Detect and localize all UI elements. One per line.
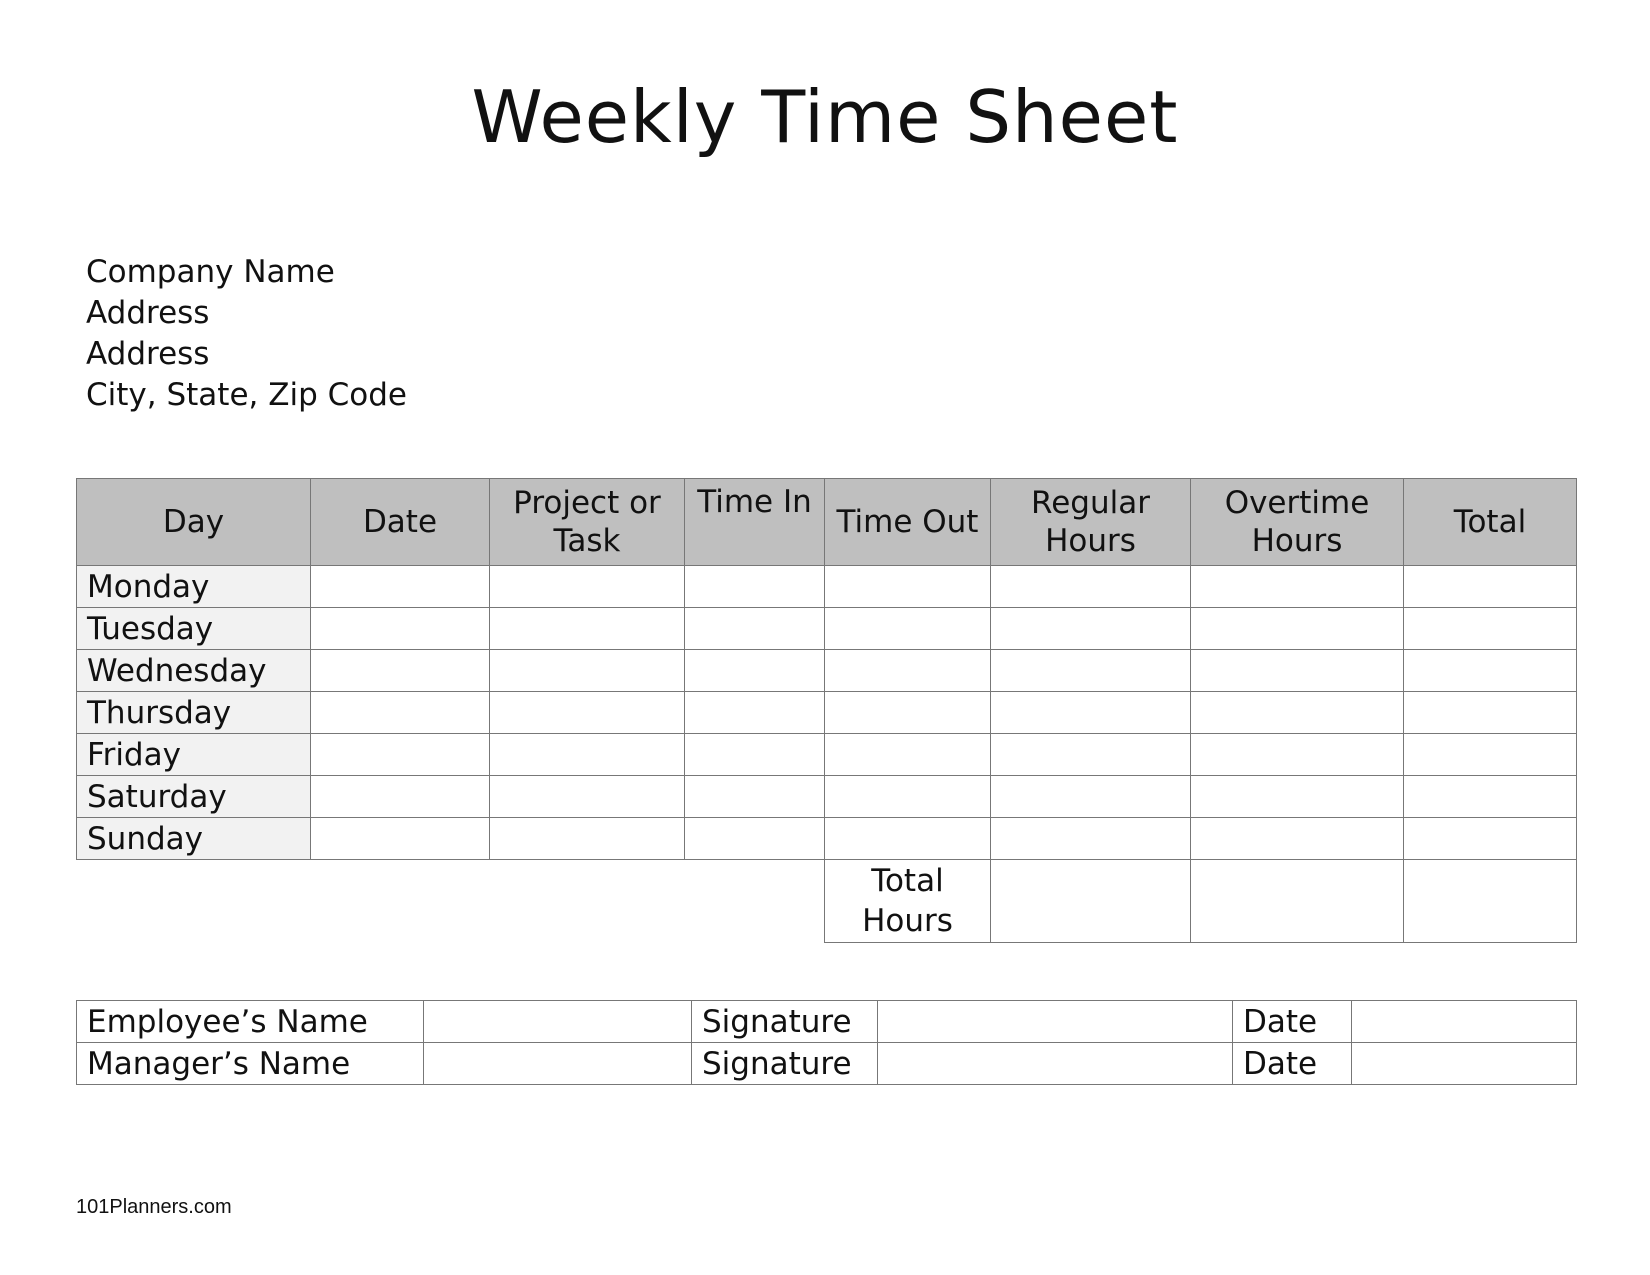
date-cell[interactable] [311, 776, 490, 818]
time-in-cell[interactable] [685, 566, 825, 608]
table-row [77, 566, 1577, 608]
regular-hours-cell[interactable] [991, 734, 1191, 776]
table-row [77, 818, 1577, 860]
header-day: Day [77, 479, 311, 566]
date-cell[interactable] [311, 818, 490, 860]
empty-space [77, 860, 825, 943]
total-cell[interactable] [1404, 566, 1577, 608]
time-out-cell[interactable] [825, 608, 991, 650]
employee-name-field[interactable] [424, 1001, 692, 1043]
time-in-cell[interactable] [685, 650, 825, 692]
time-out-cell[interactable] [825, 818, 991, 860]
header-date: Date [311, 479, 490, 566]
regular-hours-cell[interactable] [991, 608, 1191, 650]
total-cell[interactable] [1404, 776, 1577, 818]
header-time-in: Time In [685, 479, 825, 566]
header-project: Project or Task [490, 479, 685, 566]
day-label: Wednesday [77, 650, 311, 692]
time-out-cell[interactable] [825, 566, 991, 608]
header-total: Total [1404, 479, 1577, 566]
project-cell[interactable] [490, 818, 685, 860]
overtime-hours-cell[interactable] [1191, 566, 1404, 608]
time-in-cell[interactable] [685, 608, 825, 650]
project-cell[interactable] [490, 608, 685, 650]
overtime-hours-cell[interactable] [1191, 608, 1404, 650]
project-cell[interactable] [490, 692, 685, 734]
grand-total-cell[interactable] [1404, 860, 1577, 943]
timesheet-header-row [77, 479, 1577, 566]
time-in-cell[interactable] [685, 692, 825, 734]
page-title: Weekly Time Sheet [471, 75, 1179, 159]
manager-signature-field[interactable] [878, 1043, 1233, 1085]
employee-row [77, 1001, 1577, 1043]
total-hours-row [77, 860, 1577, 943]
footer-watermark: 101Planners.com [76, 1196, 232, 1218]
day-label: Monday [77, 566, 311, 608]
total-cell[interactable] [1404, 650, 1577, 692]
date-cell[interactable] [311, 734, 490, 776]
project-cell[interactable] [490, 734, 685, 776]
project-cell[interactable] [490, 566, 685, 608]
time-out-cell[interactable] [825, 650, 991, 692]
time-in-cell[interactable] [685, 734, 825, 776]
manager-row [77, 1043, 1577, 1085]
timesheet-table [76, 478, 1577, 943]
day-label: Sunday [77, 818, 311, 860]
table-row [77, 734, 1577, 776]
time-out-cell[interactable] [825, 692, 991, 734]
total-hours-label: Total Hours [825, 860, 991, 943]
manager-name-field[interactable] [424, 1043, 692, 1085]
regular-hours-cell[interactable] [991, 776, 1191, 818]
project-cell[interactable] [490, 776, 685, 818]
header-time-out: Time Out [825, 479, 991, 566]
total-regular-hours-cell[interactable] [991, 860, 1191, 943]
employee-signature-field[interactable] [878, 1001, 1233, 1043]
overtime-hours-cell[interactable] [1191, 734, 1404, 776]
day-label: Friday [77, 734, 311, 776]
overtime-hours-cell[interactable] [1191, 818, 1404, 860]
regular-hours-cell[interactable] [991, 566, 1191, 608]
total-cell[interactable] [1404, 818, 1577, 860]
table-row [77, 776, 1577, 818]
manager-date-field[interactable] [1352, 1043, 1577, 1085]
company-address-2: Address [86, 336, 210, 372]
company-city-state-zip: City, State, Zip Code [86, 377, 407, 413]
total-cell[interactable] [1404, 608, 1577, 650]
time-out-cell[interactable] [825, 776, 991, 818]
total-overtime-hours-cell[interactable] [1191, 860, 1404, 943]
time-in-cell[interactable] [685, 776, 825, 818]
company-info [86, 252, 407, 416]
table-row [77, 608, 1577, 650]
manager-name-label: Manager’s Name [77, 1043, 424, 1085]
overtime-hours-cell[interactable] [1191, 692, 1404, 734]
header-overtime-hours: Overtime Hours [1191, 479, 1404, 566]
regular-hours-cell[interactable] [991, 692, 1191, 734]
manager-signature-label: Signature [692, 1043, 878, 1085]
total-cell[interactable] [1404, 692, 1577, 734]
day-label: Thursday [77, 692, 311, 734]
employee-signature-label: Signature [692, 1001, 878, 1043]
regular-hours-cell[interactable] [991, 818, 1191, 860]
table-row [77, 692, 1577, 734]
header-regular-hours: Regular Hours [991, 479, 1191, 566]
time-in-cell[interactable] [685, 818, 825, 860]
regular-hours-cell[interactable] [991, 650, 1191, 692]
overtime-hours-cell[interactable] [1191, 776, 1404, 818]
company-address-1: Address [86, 295, 210, 331]
date-cell[interactable] [311, 608, 490, 650]
time-out-cell[interactable] [825, 734, 991, 776]
date-cell[interactable] [311, 692, 490, 734]
overtime-hours-cell[interactable] [1191, 650, 1404, 692]
manager-date-label: Date [1233, 1043, 1352, 1085]
date-cell[interactable] [311, 650, 490, 692]
signature-table [76, 1000, 1577, 1085]
project-cell[interactable] [490, 650, 685, 692]
table-row [77, 650, 1577, 692]
employee-date-label: Date [1233, 1001, 1352, 1043]
employee-name-label: Employee’s Name [77, 1001, 424, 1043]
total-cell[interactable] [1404, 734, 1577, 776]
day-label: Tuesday [77, 608, 311, 650]
company-name: Company Name [86, 254, 335, 290]
employee-date-field[interactable] [1352, 1001, 1577, 1043]
date-cell[interactable] [311, 566, 490, 608]
day-label: Saturday [77, 776, 311, 818]
